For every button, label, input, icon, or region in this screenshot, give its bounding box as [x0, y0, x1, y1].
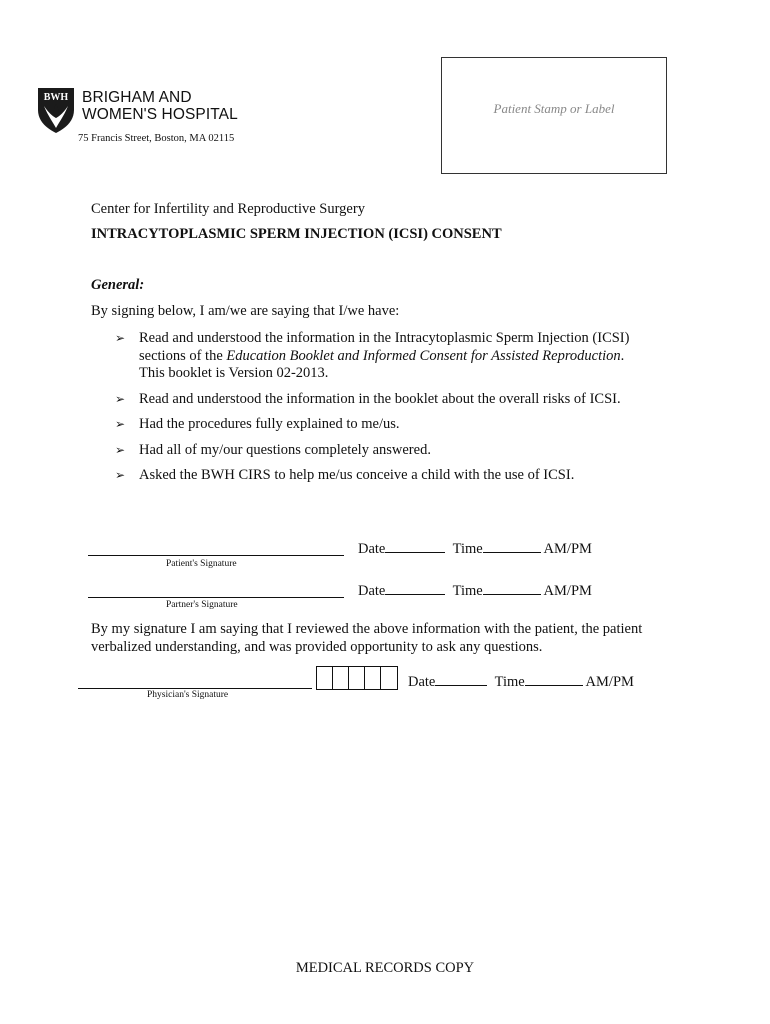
medical-records-copy-label: MEDICAL RECORDS COPY: [295, 960, 475, 976]
arrow-bullet-icon: ➢: [115, 442, 126, 457]
partner-date-field[interactable]: [385, 582, 445, 595]
patient-stamp-label: Patient Stamp or Label: [493, 101, 615, 116]
list-item: [113, 330, 653, 383]
physician-time-field[interactable]: [525, 673, 583, 686]
bullet-text: Had the procedures fully explained to me/us.: [139, 416, 400, 432]
list-item: [113, 442, 653, 460]
physician-date-time-row: [408, 673, 634, 691]
time-label: Time: [494, 674, 525, 690]
id-box-cell[interactable]: [333, 667, 349, 689]
patient-date-time-row: [358, 540, 592, 558]
date-label: Date: [358, 583, 386, 599]
bullet-text: Asked the BWH CIRS to help me/us conceive a child with the use of ICSI.: [139, 467, 575, 483]
date-label: Date: [408, 674, 436, 690]
bullet-text-after: . This booklet is Version 02-2013.: [139, 347, 625, 381]
ampm-label: AM/PM: [543, 583, 592, 599]
patient-stamp-box: [441, 57, 667, 174]
list-item: [113, 391, 653, 409]
patient-signature-caption: Patient's Signature: [166, 559, 237, 569]
physician-attestation: By my signature I am saying that I reviewed the above information with the patient, the patient verbalized understanding, and was provided opportunity to ask any questions.: [91, 621, 643, 655]
section-heading-general: General:: [91, 277, 145, 293]
hospital-name-line1: BRIGHAM AND: [82, 89, 192, 106]
patient-date-field[interactable]: [385, 540, 445, 553]
id-box-cell[interactable]: [381, 667, 397, 689]
physician-signature-caption: Physician's Signature: [147, 690, 229, 700]
hospital-address: 75 Francis Street, Boston, MA 02115: [78, 133, 235, 144]
id-box-cell[interactable]: [365, 667, 381, 689]
partner-time-field[interactable]: [483, 582, 541, 595]
form-title: INTRACYTOPLASMIC SPERM INJECTION (ICSI) CONSENT: [91, 226, 502, 242]
time-label: Time: [452, 541, 483, 557]
patient-signature-line[interactable]: [88, 555, 344, 556]
consent-bullet-list: [113, 330, 653, 493]
partner-date-time-row: [358, 582, 592, 600]
hospital-name: [82, 89, 238, 123]
hospital-logo-shield: [36, 86, 76, 134]
patient-time-field[interactable]: [483, 540, 541, 553]
id-box-cell[interactable]: [317, 667, 333, 689]
ampm-label: AM/PM: [585, 674, 634, 690]
booklet-title: Education Booklet and Informed Consent for Assisted Reproduction: [226, 347, 621, 364]
arrow-bullet-icon: ➢: [115, 417, 126, 431]
intro-statement: By signing below, I am/we are saying that I/we have:: [91, 303, 400, 319]
bullet-text: Read and understood the information in the booklet about the overall risks of ICSI.: [139, 390, 621, 407]
partner-signature-line[interactable]: [88, 597, 344, 598]
arrow-bullet-icon: ➢: [115, 391, 126, 406]
date-label: Date: [358, 541, 386, 557]
center-name: Center for Infertility and Reproductive Surgery: [91, 201, 365, 217]
physician-signature-line[interactable]: [78, 688, 312, 689]
logo-badge: BWH: [43, 92, 69, 103]
list-item: [113, 467, 653, 485]
arrow-bullet-icon: ➢: [115, 468, 126, 482]
bullet-text: Had all of my/our questions completely answered.: [139, 441, 431, 458]
bullet-text-before: Read and understood the information in the Intracytoplasmic Sperm Injection (ICSI) sections of the: [139, 330, 630, 364]
physician-id-boxes[interactable]: [316, 666, 398, 690]
arrow-bullet-icon: ➢: [115, 331, 126, 345]
ampm-label: AM/PM: [543, 541, 592, 557]
physician-date-field[interactable]: [435, 673, 487, 686]
list-item: [113, 416, 653, 434]
hospital-name-line2: WOMEN'S HOSPITAL: [82, 106, 238, 123]
partner-signature-caption: Partner's Signature: [166, 600, 238, 610]
id-box-cell[interactable]: [349, 667, 365, 689]
time-label: Time: [452, 583, 483, 599]
